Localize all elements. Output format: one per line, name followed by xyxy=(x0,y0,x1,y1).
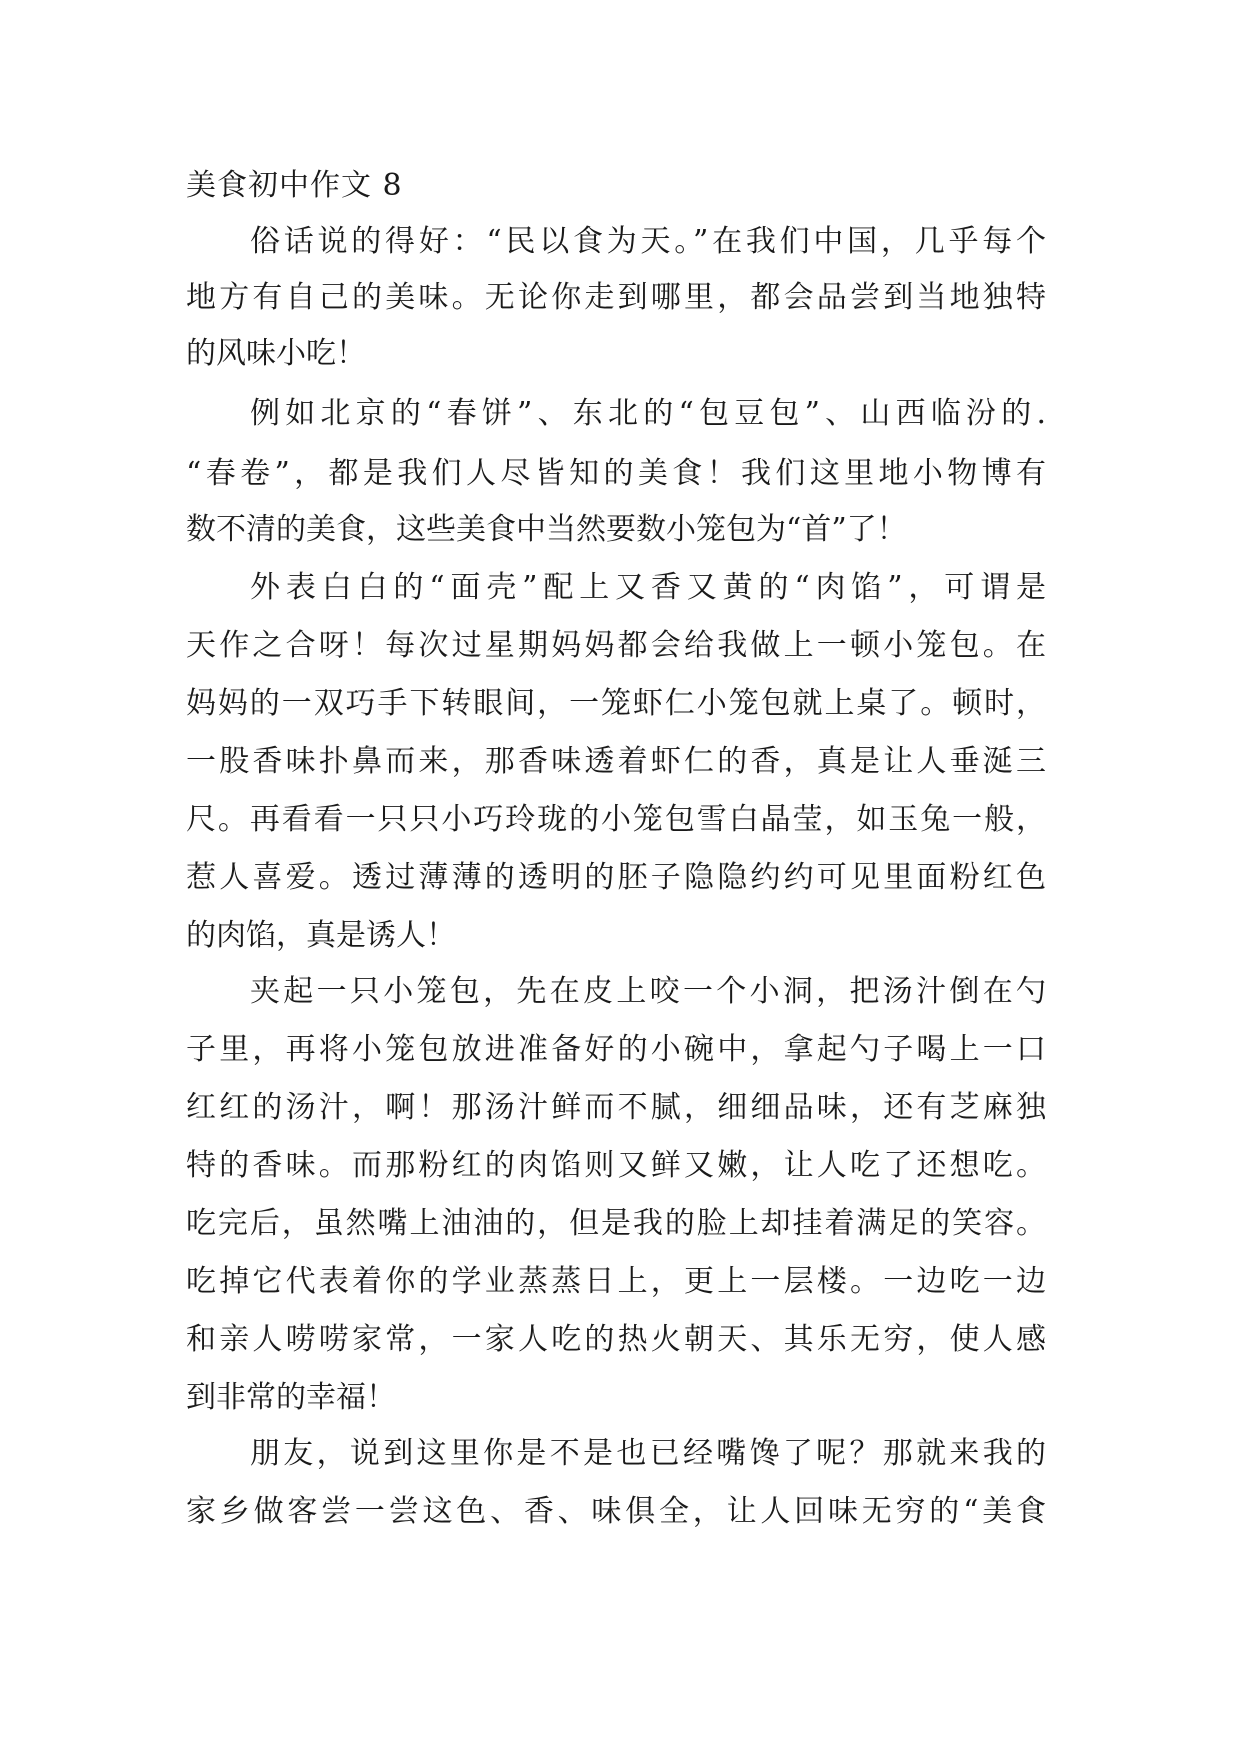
paragraph-line: 子里，再将小笼包放进准备好的小碗中，拿起勺子喝上一口 xyxy=(186,1032,1046,1067)
paragraph-line: 夹起一只小笼包，先在皮上咬一个小洞，把汤汁倒在勺 xyxy=(250,974,1046,1009)
paragraph-line: 惹人喜爱。透过薄薄的透明的胚子隐隐约约可见里面粉红色 xyxy=(186,860,1046,895)
paragraph-line: 一股香味扑鼻而来，那香味透着虾仁的香，真是让人垂涎三 xyxy=(186,744,1046,779)
paragraph-line: 妈妈的一双巧手下转眼间，一笼虾仁小笼包就上桌了。顿时， xyxy=(186,686,1046,721)
paragraph-line: 的肉馅，真是诱人！ xyxy=(186,918,456,953)
paragraph-line: 尺。再看看一只只小巧玲珑的小笼包雪白晶莹，如玉兔一般， xyxy=(186,802,1046,837)
paragraph-line: 家乡做客尝一尝这色、香、味俱全，让人回味无穷的“美食 xyxy=(186,1494,1046,1529)
paragraph-line: 吃掉它代表着你的学业蒸蒸日上，更上一层楼。一边吃一边 xyxy=(186,1264,1046,1299)
paragraph-line: “春卷”，都是我们人尽皆知的美食！我们这里地小物博有 xyxy=(186,456,1046,491)
paragraph-line: 地方有自己的美味。无论你走到哪里，都会品尝到当地独特 xyxy=(186,280,1046,315)
paragraph-line: 俗话说的得好：“民以食为天。”在我们中国，几乎每个 xyxy=(250,224,1046,259)
paragraph-line: 的风味小吃！ xyxy=(186,336,366,371)
paragraph-line: 到非常的幸福！ xyxy=(186,1380,396,1415)
paragraph-line: 天作之合呀！每次过星期妈妈都会给我做上一顿小笼包。在 xyxy=(186,628,1046,663)
paragraph-line: 外表白白的“面壳”配上又香又黄的“肉馅”，可谓是 xyxy=(250,570,1046,605)
paragraph-line: 吃完后，虽然嘴上油油的，但是我的脸上却挂着满足的笑容。 xyxy=(186,1206,1046,1241)
paragraph-line: 特的香味。而那粉红的肉馅则又鲜又嫩，让人吃了还想吃。 xyxy=(186,1148,1046,1183)
paragraph-line: 例如北京的“春饼”、东北的“包豆包”、山西临汾的. xyxy=(250,396,1046,431)
paragraph-line: 朋友，说到这里你是不是也已经嘴馋了呢？那就来我的 xyxy=(250,1436,1046,1471)
document-title: 美食初中作文 8 xyxy=(186,168,403,203)
paragraph-line: 和亲人唠唠家常，一家人吃的热火朝天、其乐无穷，使人感 xyxy=(186,1322,1046,1357)
paragraph-line: 红红的汤汁，啊！那汤汁鲜而不腻，细细品味，还有芝麻独 xyxy=(186,1090,1046,1125)
paragraph-line: 数不清的美食，这些美食中当然要数小笼包为“首”了！ xyxy=(186,512,907,547)
